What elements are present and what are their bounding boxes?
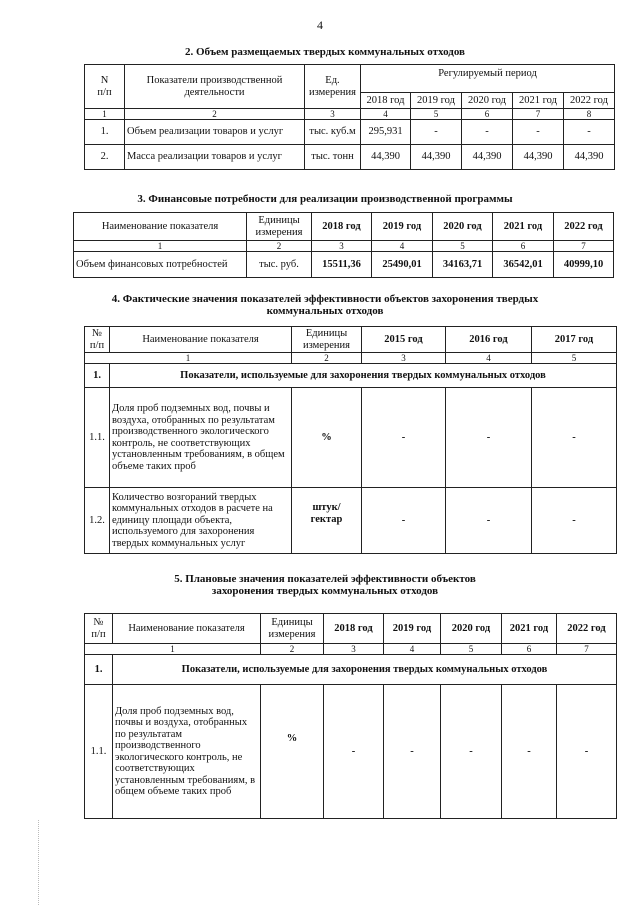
- table-row: [74, 252, 614, 278]
- section-row: [85, 364, 617, 388]
- year-header: 2022 год: [564, 93, 615, 109]
- table-row: [85, 388, 617, 488]
- year-header: 2019 год: [372, 213, 433, 241]
- row-value: -: [441, 685, 502, 819]
- section4-title-line2: коммунальных отходов: [266, 305, 384, 317]
- financial-needs-table: [73, 212, 614, 278]
- row-value: 40999,10: [554, 252, 614, 278]
- row-num: 1.1.: [85, 388, 110, 488]
- section2-title: 2. Объем размещаемых твердых коммунальных отходов: [184, 46, 465, 58]
- production-volume-table: [84, 64, 615, 170]
- header-num: № п/п: [85, 327, 110, 353]
- year-header: 2016 год: [446, 327, 532, 353]
- column-index: 1: [74, 241, 247, 252]
- row-num: 1.2.: [85, 488, 110, 554]
- row-value: -: [411, 120, 462, 145]
- column-index: 4: [446, 353, 532, 364]
- column-index: 3: [305, 109, 361, 120]
- section-num: 1.: [85, 655, 113, 685]
- column-index: 5: [411, 109, 462, 120]
- section4-title-line1: 4. Фактические значения показателей эффективности объектов захоронения твердых: [111, 293, 539, 305]
- column-index: 7: [513, 109, 564, 120]
- year-header: 2022 год: [554, 213, 614, 241]
- year-header: 2020 год: [433, 213, 493, 241]
- section-row: [85, 655, 617, 685]
- row-value: -: [446, 388, 532, 488]
- row-value: 44,390: [462, 145, 513, 170]
- column-index: 5: [433, 241, 493, 252]
- row-num: 1.1.: [85, 685, 113, 819]
- column-index: 2: [292, 353, 362, 364]
- row-value: 36542,01: [493, 252, 554, 278]
- section-label: Показатели, используемые для захоронения твердых коммунальных отходов: [113, 655, 617, 685]
- column-index: 5: [441, 644, 502, 655]
- header-indicator: Показатели производственной деятельности: [125, 65, 305, 109]
- section-num: 1.: [85, 364, 110, 388]
- row-value: 295,931: [361, 120, 411, 145]
- header-name: Наименование показателя: [110, 327, 292, 353]
- header-unit: Единицы измерения: [292, 327, 362, 353]
- row-name: Объем реализации товаров и услуг: [125, 120, 305, 145]
- column-index: 2: [247, 241, 312, 252]
- table-row: [85, 488, 617, 554]
- row-value: 44,390: [564, 145, 615, 170]
- row-value: -: [532, 488, 617, 554]
- row-value: 15511,36: [312, 252, 372, 278]
- year-header: 2019 год: [384, 614, 441, 644]
- year-header: 2015 год: [362, 327, 446, 353]
- year-header: 2019 год: [411, 93, 462, 109]
- header-unit: Единицы измерения: [247, 213, 312, 241]
- row-unit: штук/ гектар: [292, 488, 362, 554]
- row-name: Объем финансовых потребностей: [74, 252, 247, 278]
- column-index: 3: [312, 241, 372, 252]
- row-value: -: [532, 388, 617, 488]
- header-name: Наименование показателя: [74, 213, 247, 241]
- year-header: 2018 год: [361, 93, 411, 109]
- year-header: 2021 год: [493, 213, 554, 241]
- year-header: 2017 год: [532, 327, 617, 353]
- year-header: 2018 год: [324, 614, 384, 644]
- column-index: 6: [462, 109, 513, 120]
- row-name: Количество возгораний твердых коммунальных отходов в расчете на единицу площади объекта, используемого для захоронения твердых коммунальных услуг: [110, 488, 292, 554]
- row-num: 2.: [85, 145, 125, 170]
- column-index: 4: [384, 644, 441, 655]
- row-unit: %: [261, 685, 324, 819]
- column-index: 3: [324, 644, 384, 655]
- column-index: 2: [125, 109, 305, 120]
- column-index: 3: [362, 353, 446, 364]
- column-index: 4: [361, 109, 411, 120]
- row-value: 44,390: [411, 145, 462, 170]
- row-value: 44,390: [513, 145, 564, 170]
- row-value: -: [557, 685, 617, 819]
- table-row: [85, 685, 617, 819]
- row-value: 44,390: [361, 145, 411, 170]
- row-value: -: [564, 120, 615, 145]
- year-header: 2021 год: [513, 93, 564, 109]
- row-value: 25490,01: [372, 252, 433, 278]
- header-num: № п/п: [85, 614, 113, 644]
- column-index: 1: [85, 353, 292, 364]
- row-num: 1.: [85, 120, 125, 145]
- column-index: 6: [502, 644, 557, 655]
- year-header: 2021 год: [502, 614, 557, 644]
- row-value: -: [384, 685, 441, 819]
- row-value: 34163,71: [433, 252, 493, 278]
- row-value: -: [513, 120, 564, 145]
- row-name: Доля проб подземных вод, почвы и воздуха, отобранных по результатам производственного экологического контроль, не соответствующих установленным требованиям, в общем объеме таких проб: [110, 388, 292, 488]
- scan-margin-line: [38, 820, 40, 905]
- header-unit: Ед. измерения: [305, 65, 361, 109]
- row-name: Доля проб подземных вод, почвы и воздуха, отобранных по результатам производственного экологического контроль, не соответствующих установленным требованиям, в общем объеме таких проб: [113, 685, 261, 819]
- row-unit: %: [292, 388, 362, 488]
- column-index: 5: [532, 353, 617, 364]
- column-index: 1: [85, 644, 261, 655]
- row-unit: тыс. руб.: [247, 252, 312, 278]
- year-header: 2018 год: [312, 213, 372, 241]
- header-num: N п/п: [85, 65, 125, 109]
- column-index: 6: [493, 241, 554, 252]
- column-index: 1: [85, 109, 125, 120]
- section5-title-line1: 5. Плановые значения показателей эффективности объектов: [174, 573, 476, 585]
- column-index: 4: [372, 241, 433, 252]
- planned-efficiency-table: [84, 613, 617, 819]
- row-value: -: [362, 388, 446, 488]
- column-index: 7: [557, 644, 617, 655]
- row-name: Масса реализации товаров и услуг: [125, 145, 305, 170]
- row-value: -: [446, 488, 532, 554]
- column-index: 8: [564, 109, 615, 120]
- section5-title-line2: захоронения твердых коммунальных отходов: [211, 585, 439, 597]
- column-index: 7: [554, 241, 614, 252]
- row-unit: тыс. тонн: [305, 145, 361, 170]
- column-index: 2: [261, 644, 324, 655]
- year-header: 2022 год: [557, 614, 617, 644]
- header-unit: Единицы измерения: [261, 614, 324, 644]
- year-header: 2020 год: [441, 614, 502, 644]
- row-value: -: [462, 120, 513, 145]
- year-header: 2020 год: [462, 93, 513, 109]
- row-unit: тыс. куб.м: [305, 120, 361, 145]
- section3-title: 3. Финансовые потребности для реализации производственной программы: [137, 193, 513, 205]
- header-name: Наименование показателя: [113, 614, 261, 644]
- row-value: -: [362, 488, 446, 554]
- table-row: [85, 120, 615, 145]
- table-row: [85, 145, 615, 170]
- row-value: -: [324, 685, 384, 819]
- page-number: 4: [317, 18, 323, 32]
- section-label: Показатели, используемые для захоронения твердых коммунальных отходов: [110, 364, 617, 388]
- header-period: Регулируемый период: [361, 65, 615, 93]
- actual-efficiency-table: [84, 326, 617, 554]
- row-value: -: [502, 685, 557, 819]
